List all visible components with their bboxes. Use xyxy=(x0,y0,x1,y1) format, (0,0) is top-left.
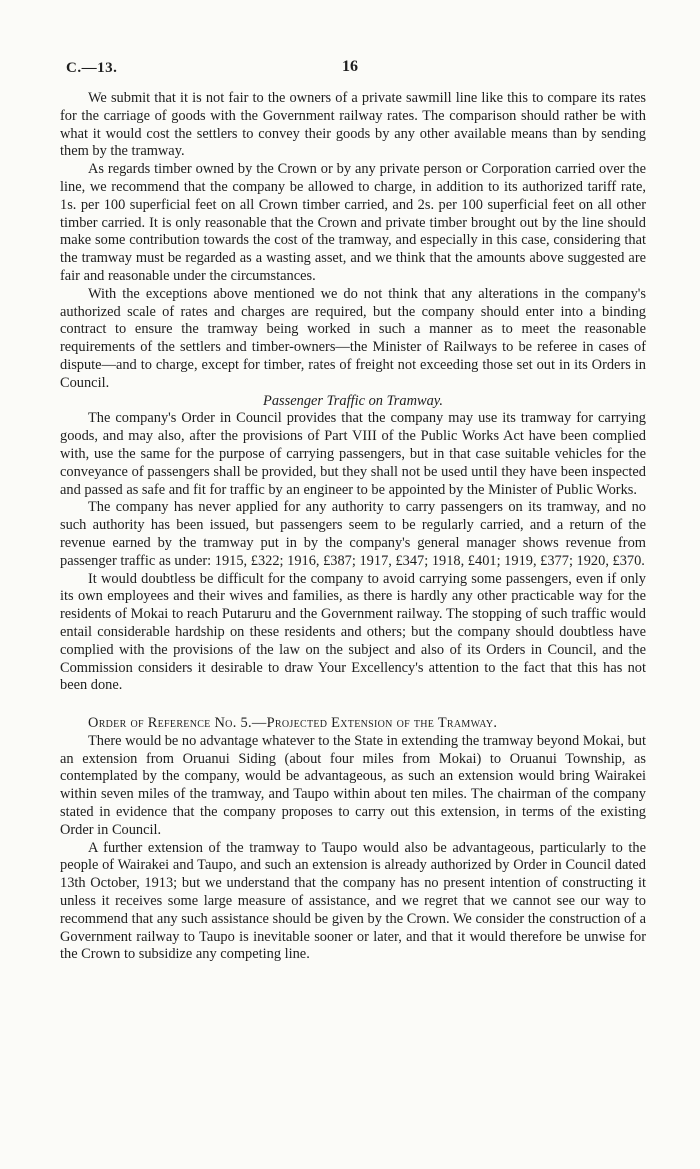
paper-reference: C.—13. xyxy=(66,60,118,76)
paragraph: With the exceptions above mentioned we do not think that any alterations in the company's authorized scale of rates and charges are required, but the company should enter into a binding contract to ensure the tramway being worked in such a manner as to meet the reasonable requirements of the settlers and timber-owners—the Minister of Railways to be referee in cases of dispute—and to charge, except for timber, rates of freight not exceeding those set out in its Orders in Council. xyxy=(60,285,646,391)
paragraph: As regards timber owned by the Crown or by any private person or Corporation carried over the line, we recommend that the company be allowed to charge, in addition to its authorized tariff rate, 1s. per 100 superficial feet on all Crown timber carried, and 2s. per 100 superficial feet on all other timber carried. It is only reasonable that the Crown and private timber brought out by the line should make some contribution towards the cost of the tramway, and especially in this case, considering that the tramway must be regarded as a wasting asset, and we think that the amounts above suggested are fair and reasonable under the circumstances. xyxy=(60,161,646,284)
page-number: 16 xyxy=(342,58,358,75)
order-of-reference-heading: Order of Reference No. 5.—Projected Extension of the Tramway. xyxy=(88,715,498,732)
paragraph: There would be no advantage whatever to the State in extending the tramway beyond Mokai, but an extension from Oruanui Siding (about four miles from Mokai) to Oruanui Township, as contemplated by the company, would be advantageous, as such an extension would bring Wairakei within seven miles of the tramway, and Taupo within about ten miles. The chairman of the company stated in evidence that the company proposes to carry out this extension, in terms of the existing Order in Council. xyxy=(60,732,646,838)
paragraph: The company has never applied for any authority to carry passengers on its tramway, and no such authority has been issued, but passengers seem to be regularly carried, and a return of the revenue earned by the tramway put in by the company's general manager shows revenue from passenger traffic as under: 1915, £322; 1916, £387; 1917, £347; 1918, £401; 1919, £377; 1920, £370. xyxy=(60,499,646,569)
section-subheading: Passenger Traffic on Tramway. xyxy=(263,392,443,409)
paragraph: The company's Order in Council provides that the company may use its tramway for carrying goods, and may also, after the provisions of Part VIII of the Public Works Act have been complied with, use the same for the purpose of carrying passengers, but in that case suitable vehicles for the conveyance of passengers shall be provided, but they shall not be used until they have been inspected and passed as safe and fit for traffic by an engineer to be appointed by the Minister of Public Works. xyxy=(60,410,646,498)
paragraph: A further extension of the tramway to Taupo would also be advantageous, particularly to the people of Wairakei and Taupo, and such an extension is already authorized by Order in Council dated 13th October, 1913; but we understand that the company has no present intention of constructing it unless it receives some large measure of assistance, and we regret that we cannot see our way to recommend that any such assistance should be given by the Crown. We consider the construction of a Government railway to Taupo is inevitable sooner or later, and that it would therefore be unwise for the Crown to subsidize any competing line. xyxy=(60,839,646,963)
paragraph: We submit that it is not fair to the owners of a private sawmill line like this to compare its rates for the carriage of goods with the Government railway rates. The comparison should rather be with what it would cost the settlers to convey their goods by any other available means than by sending them by the tramway. xyxy=(60,90,646,160)
body-text xyxy=(60,90,646,964)
paragraph: It would doubtless be difficult for the company to avoid carrying some passengers, even if only its own employees and their wives and families, as there is hardly any other practicable way for the residents of Mokai to reach Putaruru and the Government railway. The stopping of such traffic would entail considerable hardship on these residents and others; but the company should doubtless have complied with the provisions of the law on the subject and also of its Orders in Council, and the Commission considers it desirable to draw Your Excellency's attention to the fact that this has not been done. xyxy=(60,570,646,694)
